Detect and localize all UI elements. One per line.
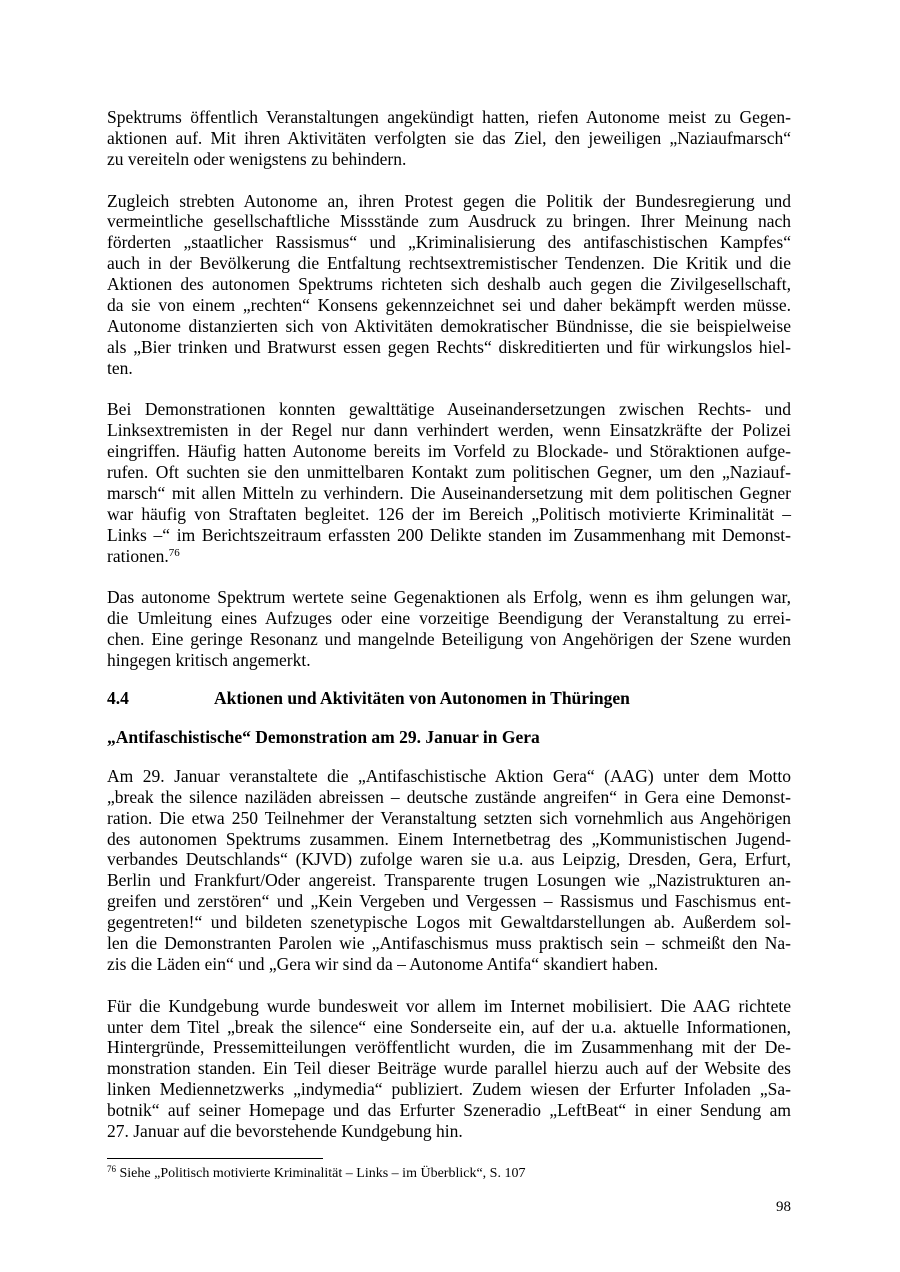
text-line: als „Bier trinken und Bratwurst essen gegen Rechts“ diskreditierten und für wirkungslos hiel-	[107, 336, 791, 357]
text-line: rufen. Oft suchten sie den unmittelbaren Kontakt zum politischen Gegner, um den „Naziauf-	[107, 462, 791, 483]
text-line: unter dem Titel „break the silence“ eine Sonderseite ein, auf der u.a. aktuelle Informationen,	[107, 1016, 791, 1037]
section-heading	[107, 688, 791, 709]
text-line: die Umleitung eines Aufzuges oder eine vorzeitige Beendigung der Veranstaltung zu errei-	[107, 608, 791, 629]
footnote-divider	[107, 1158, 323, 1159]
text-line: 27. Januar auf die bevorstehende Kundgebung hin.	[107, 1120, 463, 1141]
text-line: ration. Die etwa 250 Teilnehmer der Veranstaltung setzten sich vornehmlich aus Angehörigen	[107, 807, 791, 828]
text-line: verbandes Deutschlands“ (KJVD) zufolge waren sie u.a. aus Leipzig, Dresden, Gera, Erfurt,	[107, 849, 791, 870]
page-number: 98	[776, 1199, 791, 1215]
footnote	[107, 1166, 525, 1182]
text-line: vermeintliche gesellschaftliche Missstände zum Ausdruck zu bringen. Ihrer Meinung nach	[107, 211, 791, 232]
text-line: förderten „staatlicher Rassismus“ und „Kriminalisierung des antifaschistischen Kampfes“	[107, 232, 791, 253]
text-line: Das autonome Spektrum wertete seine Gegenaktionen als Erfolg, wenn es ihm gelungen war,	[107, 587, 791, 608]
paragraph	[107, 399, 791, 566]
text-line: aktionen auf. Mit ihren Aktivitäten verfolgten sie das Ziel, den jeweiligen „Naziaufmarsch“	[107, 127, 791, 148]
paragraph	[107, 766, 791, 975]
footnote-reference[interactable]: 76	[168, 546, 180, 559]
text-line: Bei Demonstrationen konnten gewalttätige Auseinandersetzungen zwischen Rechts- und	[107, 399, 791, 420]
page-body	[107, 107, 791, 1142]
text-line: marsch“ mit allen Mitteln zu verhindern. Die Auseinandersetzung mit dem politischen Gegner	[107, 483, 791, 504]
footnote-number: 76	[107, 1164, 116, 1174]
text-line: Hintergründe, Pressemitteilungen veröffentlicht wurden, die im Zusammenhang mit der De-	[107, 1037, 791, 1058]
text-line: Linksextremisten in der Regel nur dann verhindert werden, wenn Einsatzkräfte der Polizei	[107, 420, 791, 441]
text-line: auch in der Bevölkerung die Entfaltung rechtsextremistischer Tendenzen. Die Kritik und die	[107, 253, 791, 274]
text-line: Berlin und Frankfurt/Oder angereist. Transparente trugen Losungen wie „Nazistrukturen an-	[107, 870, 791, 891]
text-line-content: rationen.	[107, 545, 169, 566]
text-line: len die Demonstranten Parolen wie „Antifaschismus muss praktisch sein – schmeißt den Na-	[107, 932, 791, 953]
subheading: „Antifaschistische“ Demonstration am 29. Januar in Gera	[107, 726, 540, 747]
text-line: Für die Kundgebung wurde bundesweit vor allem im Internet mobilisiert. Die AAG richtete	[107, 995, 791, 1016]
paragraph	[107, 587, 791, 671]
text-line: Spektrums öffentlich Veranstaltungen angekündigt hatten, riefen Autonome meist zu Gegen-	[107, 107, 791, 127]
section-number: 4.4	[107, 688, 129, 709]
text-line: monstration standen. Ein Teil dieser Beiträge wurde parallel hierzu auch auf der Website des	[107, 1058, 791, 1079]
paragraph	[107, 191, 791, 379]
section-title: Aktionen und Aktivitäten von Autonomen in Thüringen	[214, 688, 630, 709]
text-line: eingriffen. Häufig hatten Autonome bereits im Vorfeld zu Blockade- und Störaktionen aufge-	[107, 441, 791, 462]
text-line: greifen und zerstören“ und „Kein Vergeben und Vergessen – Rassismus und Faschismus ent-	[107, 891, 791, 912]
text-line: gegentreten!“ und bildeten szenetypische Logos mit Gewaltdarstellungen ab. Außerdem sol-	[107, 912, 791, 933]
text-line: Zugleich strebten Autonome an, ihren Protest gegen die Politik der Bundesregierung und	[107, 190, 791, 211]
text-line: zis die Läden ein“ und „Gera wir sind da – Autonome Antifa“ skandiert haben.	[107, 953, 659, 974]
text-line: ten.	[107, 357, 133, 378]
text-line: chen. Eine geringe Resonanz und mangelnde Beteiligung von Angehörigen der Szene wurden	[107, 629, 791, 650]
text-line: linken Mediennetzwerks „indymedia“ publiziert. Zudem wiesen der Erfurter Infoladen „Sa-	[107, 1079, 791, 1100]
text-line: Am 29. Januar veranstaltete die „Antifaschistische Aktion Gera“ (AAG) unter dem Motto	[107, 765, 791, 786]
footnote-text: Siehe „Politisch motivierte Kriminalität – Links – im Überblick“, S. 107	[119, 1166, 526, 1181]
paragraph	[107, 996, 791, 1142]
text-line: des autonomen Spektrums zusammen. Einem Internetbetrag des „Kommunistischen Jugend-	[107, 828, 791, 849]
text-line: war häufig von Straftaten begleitet. 126 der im Bereich „Politisch motivierte Kriminalität –	[107, 503, 791, 524]
text-line: hingegen kritisch angemerkt.	[107, 650, 311, 671]
text-line: Autonome distanzierten sich von Aktivitäten demokratischer Bündnisse, die sie beispielweise	[107, 315, 791, 336]
text-line: „break the silence naziläden abreissen – deutsche zustände angreifen“ in Gera eine Demonst-	[107, 786, 791, 807]
text-line: botnik“ auf seiner Homepage und das Erfurter Szeneradio „LeftBeat“ in einer Sendung am	[107, 1100, 791, 1121]
text-line: zu vereiteln oder wenigstens zu behindern.	[107, 148, 407, 169]
text-line	[107, 546, 791, 567]
paragraph	[107, 107, 791, 170]
text-line: Aktionen des autonomen Spektrums richteten sich deshalb auch gegen die Zivilgesellschaft,	[107, 274, 791, 295]
text-line: da sie von einem „rechten“ Konsens gekennzeichnet sei und daher bekämpft werden müsse.	[107, 295, 791, 316]
text-line: Links –“ im Berichtszeitraum erfassten 200 Delikte standen im Zusammenhang mit Demonst-	[107, 524, 791, 545]
